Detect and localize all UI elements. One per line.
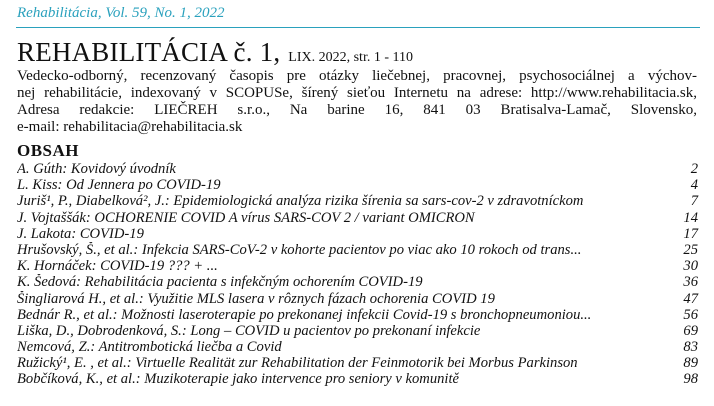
toc-entry-title[interactable]: J. Vojtaššák: OCHORENIE COVID A vírus SARS-COV 2 / variant OMICRON	[17, 209, 475, 226]
toc-entry-page: 2	[690, 161, 698, 177]
toc-entry-page: 98	[683, 371, 698, 388]
toc-entry-title[interactable]: Liška, D., Dobrodenková, S.: Long – COVID u pacientov po prekonaní infekcie	[17, 322, 481, 339]
toc-entry-title[interactable]: Bednár R., et al.: Možnosti laseroterapie po prekonanej infekcii Covid-19 s bronchopneumoniou...	[17, 306, 592, 323]
toc-entry[interactable]	[17, 258, 698, 274]
toc-entry-page: 14	[683, 209, 698, 226]
toc-entry-page: 17	[683, 225, 698, 242]
running-head: Rehabilitácia, Vol. 59, No. 1, 2022	[17, 5, 225, 21]
toc-entry[interactable]	[17, 177, 698, 193]
toc-entry[interactable]	[17, 226, 698, 242]
toc-entry[interactable]	[17, 323, 698, 339]
description-line: Vedecko-odborný, recenzovaný časopis pre otázky liečebnej, pracovnej, psychosociálnej a výchov-	[17, 68, 697, 84]
journal-description	[17, 68, 697, 136]
toc-entry-title[interactable]: Juriš¹, P., Diabelková², J.: Epidemiologická analýza rizika šírenia sa sars-cov-2 v zdravotníckom	[17, 193, 584, 210]
toc-entry-page: 30	[683, 258, 698, 275]
toc-entry-page: 7	[690, 193, 698, 210]
toc-entry-page: 47	[683, 290, 698, 307]
toc-entry[interactable]	[17, 355, 698, 371]
toc-entry[interactable]	[17, 274, 698, 290]
toc-entry[interactable]	[17, 307, 698, 323]
toc-entry-page: 69	[683, 322, 698, 339]
toc-entry-page: 83	[683, 339, 698, 356]
toc-entry[interactable]	[17, 339, 698, 355]
header-divider	[16, 27, 700, 28]
table-of-contents	[17, 161, 698, 388]
toc-entry-title[interactable]: K. Hornáček: COVID-19 ??? + ...	[17, 258, 218, 275]
toc-entry[interactable]	[17, 291, 698, 307]
toc-entry-title[interactable]: Šingliarová H., et al.: Využitie MLS lasera v rôznych fázach ochorenia COVID 19	[17, 290, 495, 307]
toc-entry-title[interactable]: Hrušovský, Š., et al.: Infekcia SARS-CoV-2 v kohorte pacientov po viac ako 10 rokoch od trans...	[17, 241, 582, 258]
toc-entry-title[interactable]: Nemcová, Z.: Antitrombotická liečba a Covid	[17, 339, 282, 356]
toc-entry-page: 4	[690, 177, 698, 194]
description-line: nej rehabilitácie, indexovaný v SCOPUSe, šírený sieťou Internetu na adrese: http://www.rehabilitacia.sk,	[17, 85, 697, 101]
toc-entry[interactable]	[17, 210, 698, 226]
toc-entry-title[interactable]: Bobčíková, K., et al.: Muzikoterapie jako intervence pro seniory v komunitě	[17, 371, 460, 388]
description-line: e-mail: rehabilitacia@rehabilitacia.sk	[17, 119, 243, 135]
toc-heading: OBSAH	[17, 141, 80, 160]
toc-entry[interactable]	[17, 193, 698, 209]
toc-entry-page: 56	[683, 306, 698, 323]
toc-entry[interactable]	[17, 371, 698, 387]
toc-entry-page: 25	[683, 241, 698, 258]
toc-entry-title[interactable]: Ružický¹, E. , et al.: Virtuelle Realität zur Rehabilitation der Feinmotorik bei Morbus Parkinson	[17, 355, 578, 372]
journal-title-meta: LIX. 2022, str. 1 - 110	[288, 50, 413, 65]
toc-entry-title[interactable]: K. Šedová: Rehabilitácia pacienta s infekčným ochorením COVID-19	[17, 274, 423, 291]
journal-title	[17, 37, 413, 68]
toc-entry-page: 89	[683, 355, 698, 372]
toc-entry[interactable]	[17, 161, 698, 177]
toc-entry-title[interactable]: L. Kiss: Od Jennera po COVID-19	[17, 177, 221, 194]
toc-entry-title[interactable]: J. Lakota: COVID-19	[17, 225, 144, 242]
toc-entry-title[interactable]: A. Gúth: Kovidový úvodník	[17, 161, 176, 177]
description-line: Adresa redakcie: LIEČREH s.r.o., Na barine 16, 841 03 Bratisalva-Lamač, Slovensko,	[17, 102, 697, 118]
toc-entry[interactable]	[17, 242, 698, 258]
toc-entry-page: 36	[683, 274, 698, 291]
journal-title-main: REHABILITÁCIA č. 1,	[17, 37, 281, 67]
